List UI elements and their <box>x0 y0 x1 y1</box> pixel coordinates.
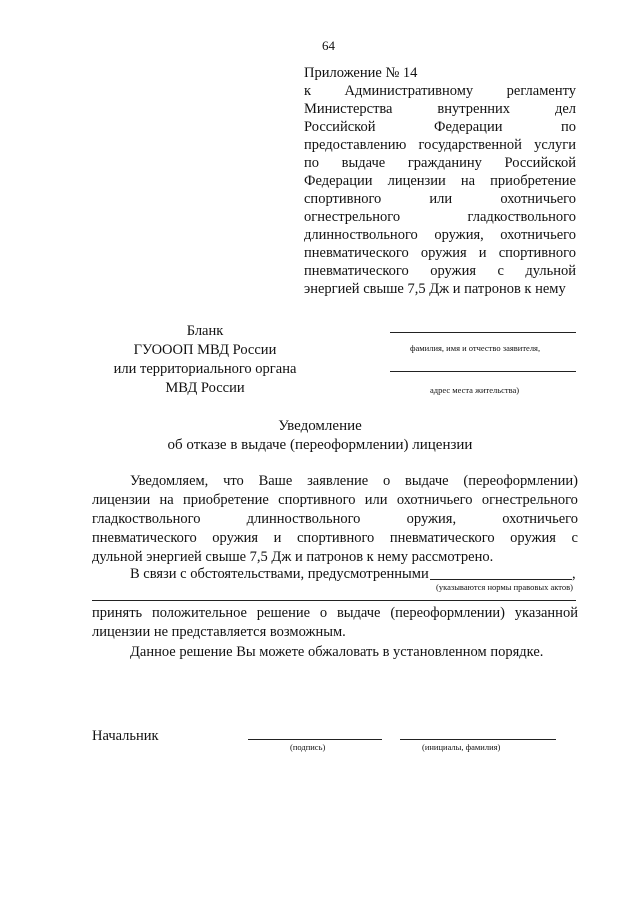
applicant-name-caption: фамилия, имя и отчество заявителя, <box>410 343 541 353</box>
word: оружия <box>430 263 477 279</box>
signer-name-caption: (инициалы, фамилия) <box>422 742 501 752</box>
appendix-line <box>304 172 576 190</box>
appendix-line <box>304 82 576 100</box>
word: пневматического <box>389 530 495 546</box>
word: Федерации <box>304 173 373 189</box>
word: по <box>304 155 320 171</box>
paragraph-line: лицензии не представляется возможным. <box>92 624 346 640</box>
word: гладкоствольного <box>467 209 576 225</box>
word: спортивного <box>297 530 375 546</box>
word: оружия <box>420 245 467 261</box>
paragraph-line <box>92 491 578 510</box>
word: Российской <box>504 155 576 171</box>
word: охотничьего <box>500 191 576 207</box>
letterhead-line: Бланк <box>186 323 224 339</box>
applicant-address-field[interactable] <box>390 371 576 372</box>
word: дульной <box>525 263 576 279</box>
word: лицензии <box>92 492 151 508</box>
word: дел <box>554 101 576 117</box>
word: предоставлению <box>304 137 407 153</box>
word: длинноствольного <box>304 227 418 243</box>
word: к <box>304 83 312 99</box>
appendix-line <box>304 226 576 244</box>
word: охотничьего <box>396 492 473 508</box>
paragraph-line <box>92 472 578 491</box>
word: длинноствольного <box>246 511 361 527</box>
appendix-line: Приложение № 14 <box>304 65 418 81</box>
word: решение <box>256 605 311 621</box>
word: пневматического <box>304 263 409 279</box>
word: спортивного <box>278 492 356 508</box>
word: охотничьего <box>502 511 578 527</box>
legal-acts-field[interactable] <box>92 600 576 601</box>
word: выдаче <box>405 473 449 489</box>
circumstances-text: В связи с обстоятельствами, предусмотренными <box>130 566 429 582</box>
appendix-block <box>304 64 576 298</box>
word: что <box>223 473 244 489</box>
word: Российской <box>304 119 376 135</box>
word: положительное <box>151 605 247 621</box>
appendix-line <box>304 244 576 262</box>
appendix-line: энергией свыше 7,5 Дж и патронов к нему <box>304 281 566 297</box>
signatory-role: Начальник <box>92 728 159 744</box>
appeal-text: Данное решение Вы можете обжаловать в установленном порядке. <box>130 644 544 660</box>
word: оружия, <box>406 511 457 527</box>
letterhead-line: ГУОООП МВД России <box>133 342 277 358</box>
word: регламенту <box>506 83 576 99</box>
word: пневматического <box>304 245 409 261</box>
paragraph-line: дульной энергией свыше 7,5 Дж и патронов к нему рассмотрено. <box>92 549 494 565</box>
word: (переоформлении) <box>463 473 578 489</box>
circumstances-comma: , <box>572 566 576 582</box>
word: на <box>460 173 476 189</box>
word: и <box>478 245 487 261</box>
word: на <box>159 492 174 508</box>
decision-paragraph <box>92 604 578 642</box>
word: выдаче <box>341 155 386 171</box>
word: огнестрельного <box>481 492 578 508</box>
word: или <box>364 492 388 508</box>
word: оружия, <box>434 227 484 243</box>
word: и <box>273 530 282 546</box>
word: по <box>560 119 576 135</box>
notification-paragraph <box>92 472 578 567</box>
word: гладкоствольного <box>92 511 201 527</box>
page-number: 64 <box>322 38 335 53</box>
word: охотничьего <box>500 227 576 243</box>
word: Ваше <box>258 473 293 489</box>
word: заявление <box>307 473 369 489</box>
word: пневматического <box>92 530 197 546</box>
word: гражданину <box>407 155 482 171</box>
circumstances-field[interactable] <box>430 579 572 580</box>
word: (переоформлении) <box>390 605 505 621</box>
appendix-line <box>304 190 576 208</box>
word: внутренних <box>437 101 511 117</box>
word: Административному <box>344 83 474 99</box>
word: лицензии <box>387 173 446 189</box>
signature-caption: (подпись) <box>290 742 326 752</box>
appendix-line <box>304 136 576 154</box>
word: или <box>429 191 453 207</box>
word: о <box>319 605 328 621</box>
appendix-line <box>304 100 576 118</box>
paragraph-line <box>92 604 578 623</box>
appendix-line <box>304 262 576 280</box>
word: оружия <box>212 530 259 546</box>
applicant-address-caption: адрес места жительства) <box>430 385 520 395</box>
legal-acts-caption: (указываются нормы правовых актов) <box>436 582 573 592</box>
document-subtitle: об отказе в выдаче (переоформлении) лицензии <box>167 437 473 453</box>
word: услуги <box>534 137 576 153</box>
word: принять <box>92 605 143 621</box>
paragraph-line <box>92 510 578 529</box>
appendix-line <box>304 118 576 136</box>
signer-name-field[interactable] <box>400 739 556 740</box>
word: государственной <box>418 137 522 153</box>
word: о <box>382 473 391 489</box>
appendix-line <box>304 154 576 172</box>
word: Федерации <box>433 119 503 135</box>
letterhead-block <box>100 322 310 398</box>
word: выдаче <box>336 605 381 621</box>
paragraph-line <box>92 529 578 548</box>
word: Уведомляем, <box>130 473 209 489</box>
letterhead-line: или территориального органа <box>113 361 297 377</box>
document-title: Уведомление <box>278 418 362 434</box>
word: спортивного <box>498 245 576 261</box>
letterhead-line: МВД России <box>165 380 245 396</box>
appendix-line <box>304 208 576 226</box>
word: приобретение <box>183 492 269 508</box>
word: указанной <box>514 605 578 621</box>
word: с <box>571 530 578 546</box>
word: огнестрельного <box>304 209 401 225</box>
word: приобретение <box>490 173 576 189</box>
word: спортивного <box>304 191 382 207</box>
signature-field[interactable] <box>248 739 382 740</box>
word: Министерства <box>304 101 393 117</box>
applicant-name-field[interactable] <box>390 332 576 333</box>
word: с <box>497 263 504 279</box>
word: оружия <box>510 530 556 546</box>
